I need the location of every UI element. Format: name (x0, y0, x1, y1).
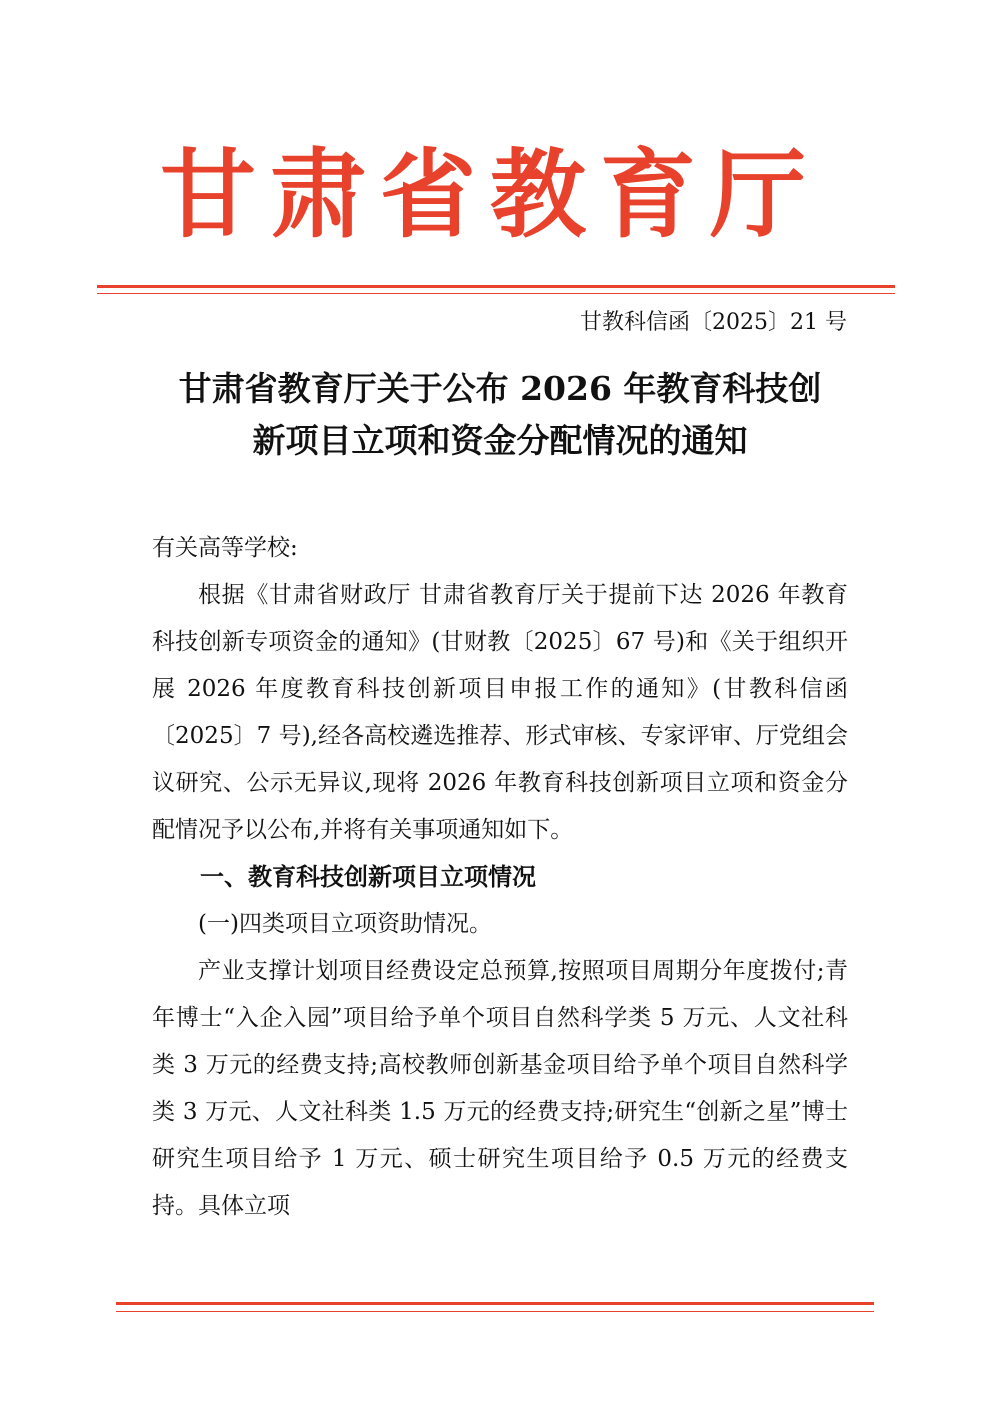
paragraph-2: 产业支撑计划项目经费设定总预算,按照项目周期分年度拨付;青年博士“入企入园”项目给予单个项目自然科学类 5 万元、人文社科类 3 万元的经费支持;高校教师创新基金项目给予单个项目自然科学类 3 万元、人文社科类 1.5 万元的经费支持;研究生“创新之星”博士研究生项目给予 1 万元、硕士研究生项目给予 0.5 万元的经费支持。具体立项 (152, 958, 848, 1219)
document-title (100, 363, 900, 467)
footer-rule-thick (116, 1302, 874, 1305)
header-rule-thick (97, 285, 895, 288)
footer-rule-thin (116, 1311, 874, 1312)
section-heading-1: 一、教育科技创新项目立项情况 (200, 863, 536, 891)
document-number: 甘教科信函〔2025〕21 号 (580, 310, 847, 335)
document-body (152, 525, 848, 1230)
title-line-2: 新项目立项和资金分配情况的通知 (252, 421, 748, 460)
subsection-heading-1: (一)四类项目立项资助情况。 (198, 911, 492, 937)
header-rule-thin (97, 293, 895, 294)
salutation: 有关高等学校: (152, 535, 298, 561)
title-line-1: 甘肃省教育厅关于公布 2026 年教育科技创 (178, 369, 822, 408)
masthead-title: 甘肃省教育厅 (160, 138, 820, 251)
paragraph-1: 根据《甘肃省财政厅 甘肃省教育厅关于提前下达 2026 年教育科技创新专项资金的通知》(甘财教〔2025〕67 号)和《关于组织开展 2026 年度教育科技创新项目申报工作的通知》(甘教科信函〔2025〕7 号),经各高校遴选推荐、形式审核、专家评审、厅党组会议研究、公示无异议,现将 2026 年教育科技创新项目立项和资金分配情况予以公布,并将有关事项通知如下。 (152, 582, 848, 843)
